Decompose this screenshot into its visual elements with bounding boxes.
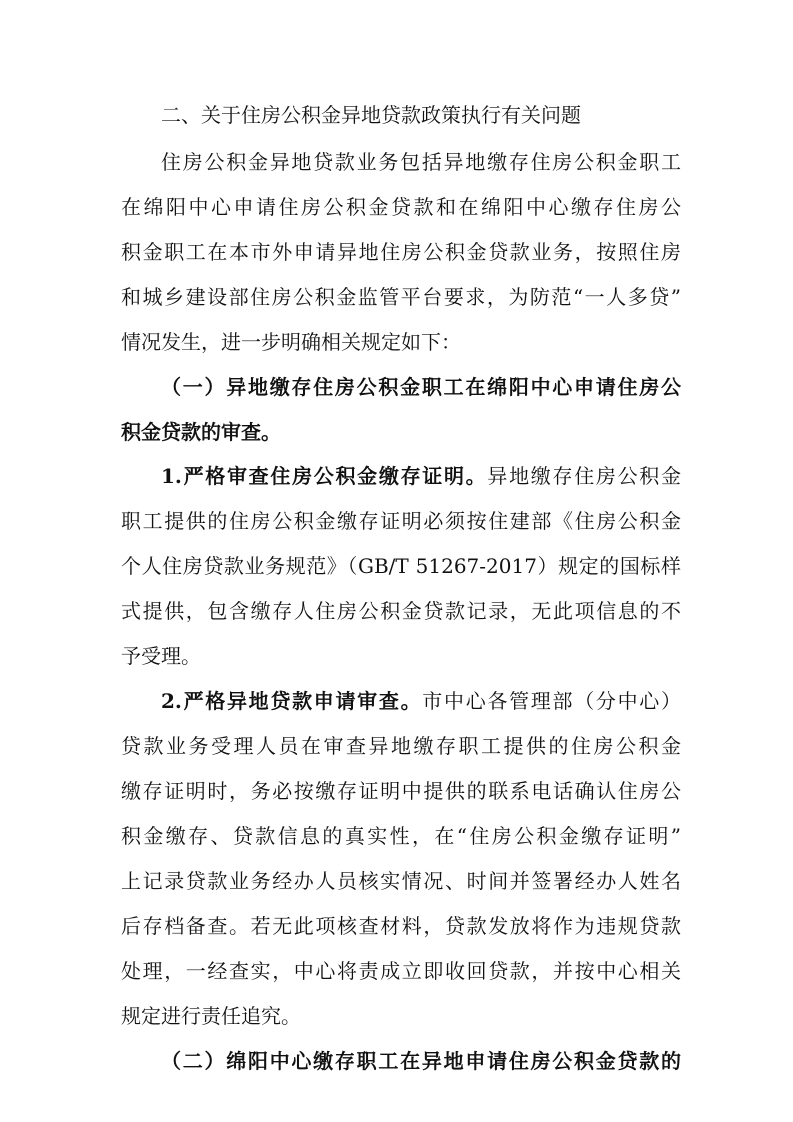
item1-line: 予受理。 bbox=[121, 644, 201, 668]
intro-line: 情况发生，进一步明确相关规定如下： bbox=[121, 330, 461, 354]
item2-first-line bbox=[161, 689, 681, 713]
item1-line: 个人住房贷款业务规范》（GB/T 51267-2017）规定的国标样 bbox=[121, 554, 681, 578]
item1-first-rest: 异地缴存住房公积金 bbox=[487, 464, 681, 488]
item2-lead: 2.严格异地贷款申请审查。 bbox=[161, 689, 423, 713]
item2-line: 缴存证明时，务必按缴存证明中提供的联系电话确认住房公 bbox=[121, 779, 681, 803]
intro-line: 在绵阳中心申请住房公积金贷款和在绵阳中心缴存住房公 bbox=[121, 195, 681, 219]
item1-first-line bbox=[161, 464, 681, 488]
item2-line: 积金缴存、贷款信息的真实性，在“住房公积金缴存证明” bbox=[121, 824, 681, 848]
section-title: 二、关于住房公积金异地贷款政策执行有关问题 bbox=[161, 103, 581, 127]
item2-line: 贷款业务受理人员在审查异地缴存职工提供的住房公积金 bbox=[121, 734, 681, 758]
intro-line: 住房公积金异地贷款业务包括异地缴存住房公积金职工 bbox=[161, 150, 681, 174]
item2-first-rest: 市中心各管理部（分中心） bbox=[422, 689, 681, 713]
item2-line: 上记录贷款业务经办人员核实情况、时间并签署经办人姓名 bbox=[121, 869, 681, 893]
item2-line: 规定进行责任追究。 bbox=[121, 1004, 301, 1028]
subheading-2: （二）绵阳中心缴存职工在异地申请住房公积金贷款的 bbox=[161, 1049, 681, 1073]
item2-line: 处理，一经查实，中心将责成立即收回贷款，并按中心相关 bbox=[121, 959, 681, 983]
intro-line: 积金职工在本市外申请异地住房公积金贷款业务，按照住房 bbox=[121, 240, 681, 264]
subheading-1-cont: 积金贷款的审查。 bbox=[121, 420, 281, 444]
item1-line: 职工提供的住房公积金缴存证明必须按住建部《住房公积金 bbox=[121, 509, 681, 533]
item2-line: 后存档备查。若无此项核查材料，贷款发放将作为违规贷款 bbox=[121, 914, 681, 938]
item1-line: 式提供，包含缴存人住房公积金贷款记录，无此项信息的不 bbox=[121, 599, 681, 623]
intro-line: 和城乡建设部住房公积金监管平台要求，为防范“一人多贷” bbox=[121, 285, 681, 309]
subheading-1: （一）异地缴存住房公积金职工在绵阳中心申请住房公 bbox=[161, 375, 681, 399]
item1-lead: 1.严格审查住房公积金缴存证明。 bbox=[161, 464, 488, 488]
